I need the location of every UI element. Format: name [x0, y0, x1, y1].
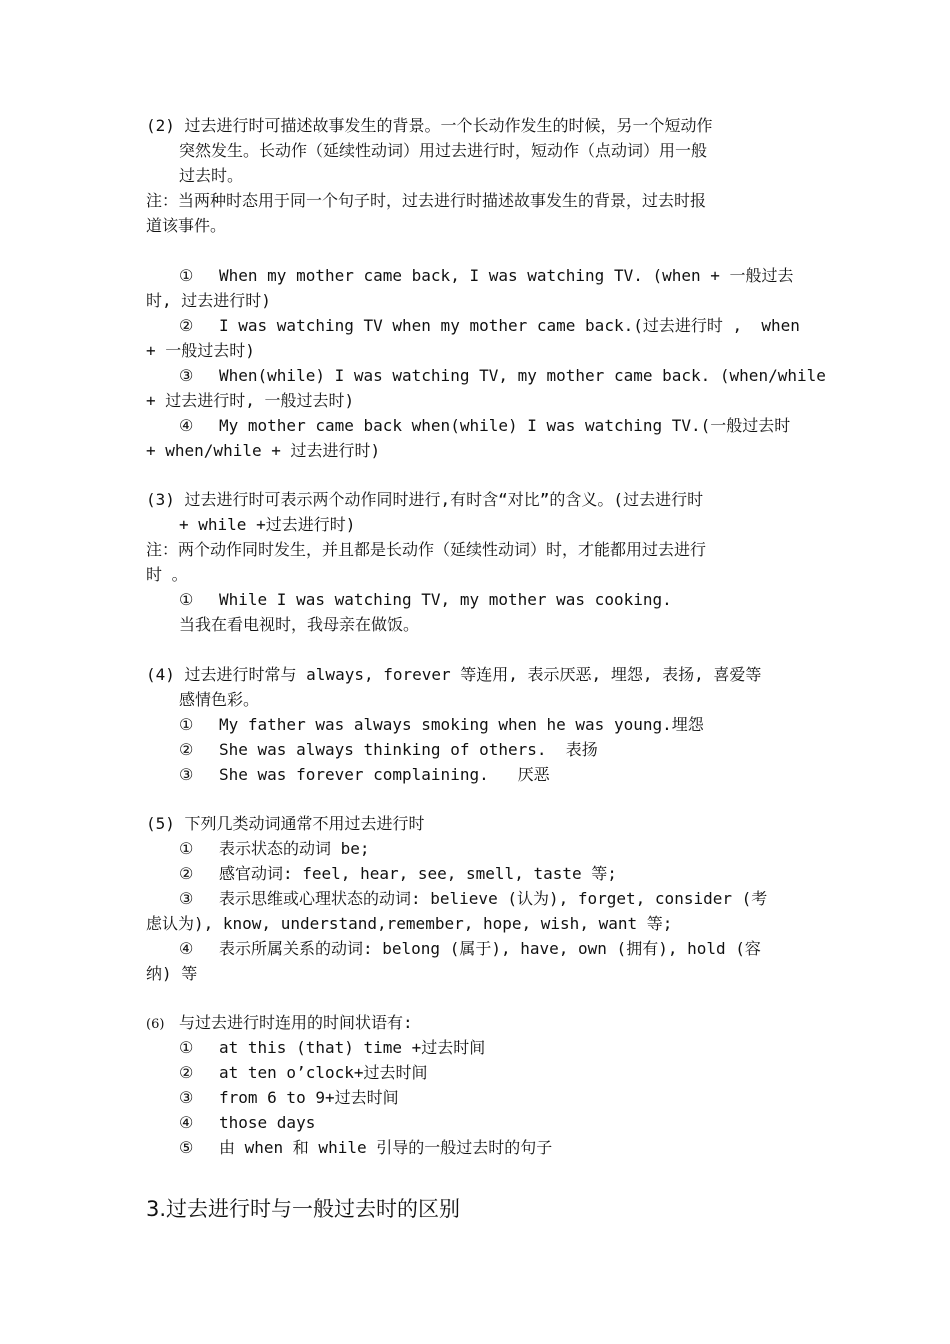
s6-item-4 [179, 1113, 315, 1133]
s2-note-line1: 注：当两种时态用于同一个句子时，过去进行时描述故事发生的背景，过去时报 [146, 191, 707, 210]
s2-example-1 [179, 266, 794, 286]
s2-line1: (2) 过去进行时可描述故事发生的背景。一个长动作发生的时候，另一个短动作 [146, 116, 713, 135]
example-text: My father was always smoking when he was young.埋怨 [219, 715, 704, 734]
list-number: ④ [179, 1113, 194, 1132]
item-text: at ten o’clock+过去时间 [219, 1063, 428, 1082]
s5-line1: (5) 下列几类动词通常不用过去进行时 [146, 814, 425, 833]
example-text: I was watching TV when my mother came back.(过去进行时 , when [219, 316, 800, 335]
s4-line2: 感情色彩。 [179, 690, 260, 709]
s4-example-2 [179, 740, 598, 760]
s6-line1: 与过去进行时连用的时间状语有: [179, 1013, 413, 1032]
item-text: at this (that) time +过去时间 [219, 1038, 486, 1057]
list-number: ② [179, 1063, 194, 1082]
list-number: ① [179, 1038, 194, 1057]
item-text: 表示状态的动词 be; [219, 839, 370, 858]
list-number: ① [179, 266, 194, 285]
example-text: She was forever complaining. 厌恶 [219, 765, 550, 784]
example-text: When my mother came back, I was watching TV. (when + 一般过去 [219, 266, 794, 285]
s2-example-2-cont: + 一般过去时) [146, 341, 255, 360]
s4-example-1 [179, 715, 704, 735]
s3-example-1 [179, 590, 672, 610]
s2-example-2 [179, 316, 800, 336]
s6-item-2 [179, 1063, 428, 1083]
s3-note-line2: 时 。 [146, 565, 188, 584]
example-text: She was always thinking of others. 表扬 [219, 740, 598, 759]
example-text: My mother came back when(while) I was watching TV.(一般过去时 [219, 416, 791, 435]
s5-item-4 [179, 939, 761, 959]
s6-item-1 [179, 1038, 485, 1058]
item-text: 表示思维或心理状态的动词: believe (认为), forget, consider (考 [219, 889, 768, 908]
s6-number: (6) [146, 1017, 165, 1032]
s5-item-3 [179, 889, 767, 909]
s4-line1: (4) 过去进行时常与 always, forever 等连用, 表示厌恶, 埋怨, 表扬, 喜爱等 [146, 665, 762, 684]
s6-item-5 [179, 1138, 552, 1158]
s3-line2: + while +过去进行时) [179, 515, 356, 534]
list-number: ④ [179, 939, 194, 958]
list-number: ① [179, 839, 194, 858]
list-number: ③ [179, 366, 194, 385]
s3-example-1-translation: 当我在看电视时，我母亲在做饭。 [179, 615, 420, 634]
list-number: ④ [179, 416, 194, 435]
s2-example-1-cont: 时, 过去进行时) [146, 291, 271, 310]
s2-note-line2: 道该事件。 [146, 216, 227, 235]
section-heading: 3.过去进行时与一般过去时的区别 [146, 1197, 461, 1221]
list-number: ① [179, 715, 194, 734]
list-number: ⑤ [179, 1138, 194, 1157]
example-text: When(while) I was watching TV, my mother came back. (when/while [219, 366, 826, 385]
s4-example-3 [179, 765, 550, 785]
s2-example-3 [179, 366, 826, 386]
list-number: ③ [179, 889, 194, 908]
list-number: ② [179, 864, 194, 883]
s3-note-line1: 注：两个动作同时发生，并且都是长动作（延续性动词）时，才能都用过去进行 [146, 540, 707, 559]
s5-item-3-cont: 虑认为), know, understand,remember, hope, wish, want 等; [146, 914, 673, 933]
s5-item-2 [179, 864, 617, 884]
item-text: 表示所属关系的动词: belong (属于), have, own (拥有), hold (容 [219, 939, 761, 958]
s2-line2: 突然发生。长动作（延续性动词）用过去进行时，短动作（点动词）用一般 [179, 141, 708, 160]
item-text: those days [219, 1113, 316, 1132]
s2-example-4 [179, 416, 790, 436]
item-text: 感官动词: feel, hear, see, smell, taste 等; [219, 864, 617, 883]
s2-line3: 过去时。 [179, 166, 244, 185]
list-number: ② [179, 316, 194, 335]
s5-item-4-cont: 纳) 等 [146, 964, 198, 983]
s5-item-1 [179, 839, 370, 859]
s2-example-3-cont: + 过去进行时, 一般过去时) [146, 391, 355, 410]
list-number: ③ [179, 1088, 194, 1107]
item-text: 由 when 和 while 引导的一般过去时的句子 [219, 1138, 553, 1157]
example-text: While I was watching TV, my mother was cooking. [219, 590, 672, 609]
s6-item-3 [179, 1088, 399, 1108]
s2-example-4-cont: + when/while + 过去进行时) [146, 441, 381, 460]
item-text: from 6 to 9+过去时间 [219, 1088, 399, 1107]
list-number: ② [179, 740, 194, 759]
list-number: ① [179, 590, 194, 609]
list-number: ③ [179, 765, 194, 784]
s3-line1: (3) 过去进行时可表示两个动作同时进行,有时含“对比”的含义。(过去进行时 [146, 490, 704, 509]
